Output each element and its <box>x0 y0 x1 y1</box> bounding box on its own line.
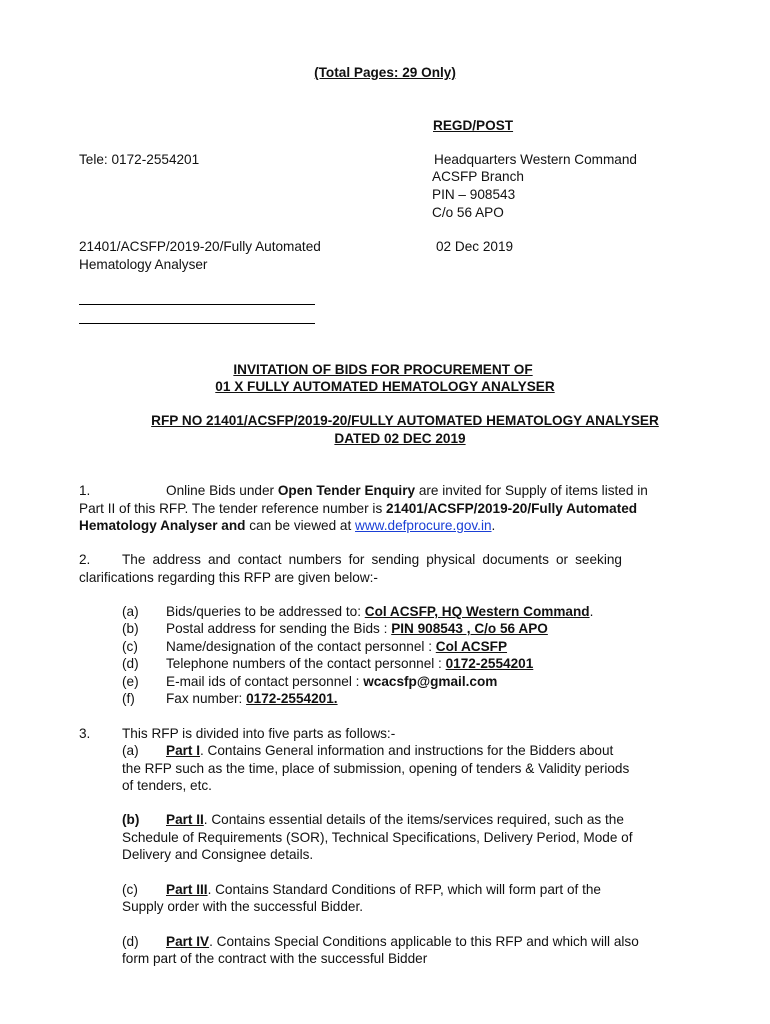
para-number: 1. <box>79 483 91 498</box>
item-value: Col ACSFP <box>435 639 508 654</box>
item-label: (e) <box>122 674 139 689</box>
reference-line: Hematology Analyser <box>79 257 208 272</box>
text: . Contains Standard Conditions of RFP, which will form part of the <box>207 882 601 897</box>
part-b-line: Delivery and Consignee details. <box>122 847 314 862</box>
item-label: (d) <box>122 656 139 671</box>
part-iv: Part IV <box>166 934 210 949</box>
item-label: (c) <box>122 639 138 654</box>
tender-reference: 21401/ACSFP/2019-20/Fully Automated <box>386 501 638 516</box>
contact-item <box>122 673 497 690</box>
item-value: 0172-2554201 <box>445 656 534 671</box>
item-label: (b) <box>122 621 139 636</box>
para2-line: clarifications regarding this RFP are given below:- <box>79 570 378 585</box>
tele-number: Tele: 0172-2554201 <box>79 152 200 167</box>
part-i: Part I <box>166 743 200 758</box>
item-text: Name/designation of the contact personnel : <box>166 639 436 654</box>
part-a-line: the RFP such as the time, place of submission, opening of tenders & Validity periods <box>122 761 630 776</box>
part-c-line <box>122 881 601 898</box>
para-number: 3. <box>79 726 91 741</box>
item-text: Telephone numbers of the contact personnel : <box>166 656 446 671</box>
para2-line: The address and contact numbers for sending physical documents or seeking <box>122 552 622 567</box>
item-value: 0172-2554201. <box>246 691 338 706</box>
item-label: (a) <box>122 743 139 758</box>
item-label: (a) <box>122 604 139 619</box>
address-line: C/o 56 APO <box>432 205 504 220</box>
text: Part II of this RFP. The tender reference number is <box>79 501 387 516</box>
contact-item <box>122 638 507 655</box>
rfp-number: RFP NO 21401/ACSFP/2019-20/FULLY AUTOMATED HEMATOLOGY ANALYSER <box>151 413 659 428</box>
tender-reference: Hematology Analyser and <box>79 518 246 533</box>
item-value: wcacsfp@gmail.com <box>363 674 498 689</box>
para1-line <box>79 500 637 517</box>
text: can be viewed at <box>245 518 356 533</box>
rfp-date: DATED 02 DEC 2019 <box>334 431 466 446</box>
item-label: (f) <box>122 691 135 706</box>
part-b-line <box>122 811 624 828</box>
para-number: 2. <box>79 552 91 567</box>
letter-date: 02 Dec 2019 <box>436 239 514 254</box>
divider-line <box>79 304 315 305</box>
part-d-line: form part of the contract with the successful Bidder <box>122 951 428 966</box>
item-text: Bids/queries to be addressed to: <box>166 604 365 619</box>
item-label: (c) <box>122 882 138 897</box>
item-label: (b) <box>122 812 140 827</box>
part-ii: Part II <box>166 812 204 827</box>
reference-line: 21401/ACSFP/2019-20/Fully Automated <box>79 239 321 254</box>
divider-line <box>79 323 315 324</box>
title-line: 01 X FULLY AUTOMATED HEMATOLOGY ANALYSER <box>215 379 555 394</box>
open-tender-enquiry: Open Tender Enquiry <box>277 483 416 498</box>
defprocure-link[interactable]: www.defprocure.gov.in <box>355 518 492 533</box>
part-iii: Part III <box>166 882 208 897</box>
text: are invited for Supply of items listed in <box>415 483 648 498</box>
text: . Contains General information and instructions for the Bidders about <box>200 743 614 758</box>
text: . Contains essential details of the items/services required, such as the <box>203 812 624 827</box>
part-a-line: of tenders, etc. <box>122 778 212 793</box>
part-a-line <box>122 742 613 759</box>
title-line: INVITATION OF BIDS FOR PROCUREMENT OF <box>233 362 533 377</box>
contact-item <box>122 655 533 672</box>
para3-intro: This RFP is divided into five parts as follows:- <box>122 726 396 741</box>
total-pages: (Total Pages: 29 Only) <box>314 65 456 80</box>
para1-line <box>166 482 695 499</box>
text: Online Bids under <box>166 483 278 498</box>
text: . Contains Special Conditions applicable to this RFP and which will also <box>209 934 639 949</box>
item-value: Col ACSFP, HQ Western Command <box>364 604 590 619</box>
item-value: PIN 908543 , C/o 56 APO <box>391 621 548 636</box>
item-suffix: . <box>589 604 594 619</box>
para1-line <box>79 517 495 534</box>
part-b-line: Schedule of Requirements (SOR), Technical Specifications, Delivery Period, Mode of <box>122 830 633 845</box>
part-c-line: Supply order with the successful Bidder. <box>122 899 364 914</box>
item-text: Fax number: <box>166 691 247 706</box>
part-d-line <box>122 933 639 950</box>
text: . <box>491 518 496 533</box>
item-text: Postal address for sending the Bids : <box>166 621 392 636</box>
regd-post: REGD/POST <box>433 118 514 133</box>
item-text: E-mail ids of contact personnel : <box>166 674 364 689</box>
contact-item <box>122 603 593 620</box>
contact-item <box>122 620 548 637</box>
address-line: PIN – 908543 <box>432 187 516 202</box>
address-line: ACSFP Branch <box>432 169 524 184</box>
item-label: (d) <box>122 934 139 949</box>
contact-item <box>122 690 338 707</box>
address-line: Headquarters Western Command <box>434 152 637 167</box>
